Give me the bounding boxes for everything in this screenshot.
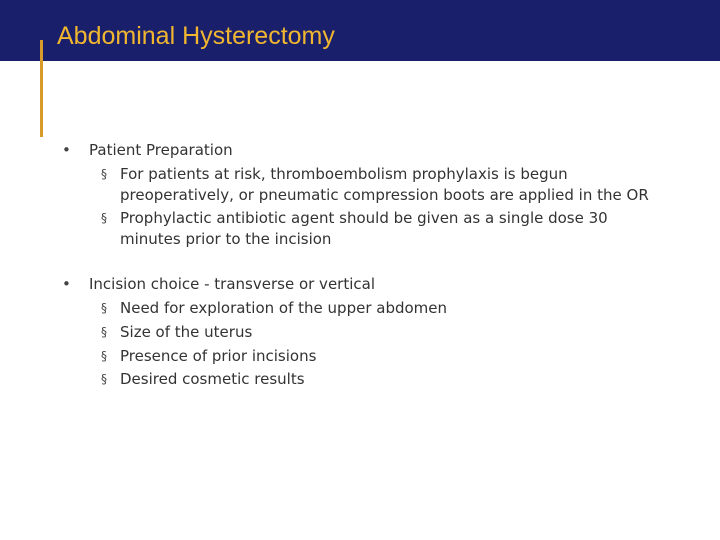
slide-title: Abdominal Hysterectomy	[57, 22, 335, 50]
sub-bullet-text: Presence of prior incisions	[120, 347, 317, 365]
sub-bullet-marker: §	[101, 211, 107, 225]
sub-bullet-text: Prophylactic antibiotic agent should be given as a single dose 30 minutes prior to the incision	[120, 209, 608, 248]
bullet-marker: •	[62, 275, 71, 293]
sub-bullet-text: Need for exploration of the upper abdomen	[120, 299, 448, 317]
bullet-text: Incision choice - transverse or vertical	[89, 275, 375, 293]
sub-bullet-text: For patients at risk, thromboembolism prophylaxis is begun preoperatively, or pneumatic compression boots are applied in the OR	[120, 165, 649, 204]
sub-bullet-text: Size of the uterus	[120, 323, 253, 341]
sub-bullet-marker: §	[101, 301, 107, 315]
sub-bullet-marker: §	[101, 167, 107, 181]
sub-bullet-marker: §	[101, 325, 107, 339]
sub-bullet-text: Desired cosmetic results	[120, 370, 305, 388]
sub-bullet-marker: §	[101, 372, 107, 386]
bullet-marker: •	[62, 141, 71, 159]
sub-bullet-marker: §	[101, 349, 107, 363]
bullet-text: Patient Preparation	[89, 141, 233, 159]
